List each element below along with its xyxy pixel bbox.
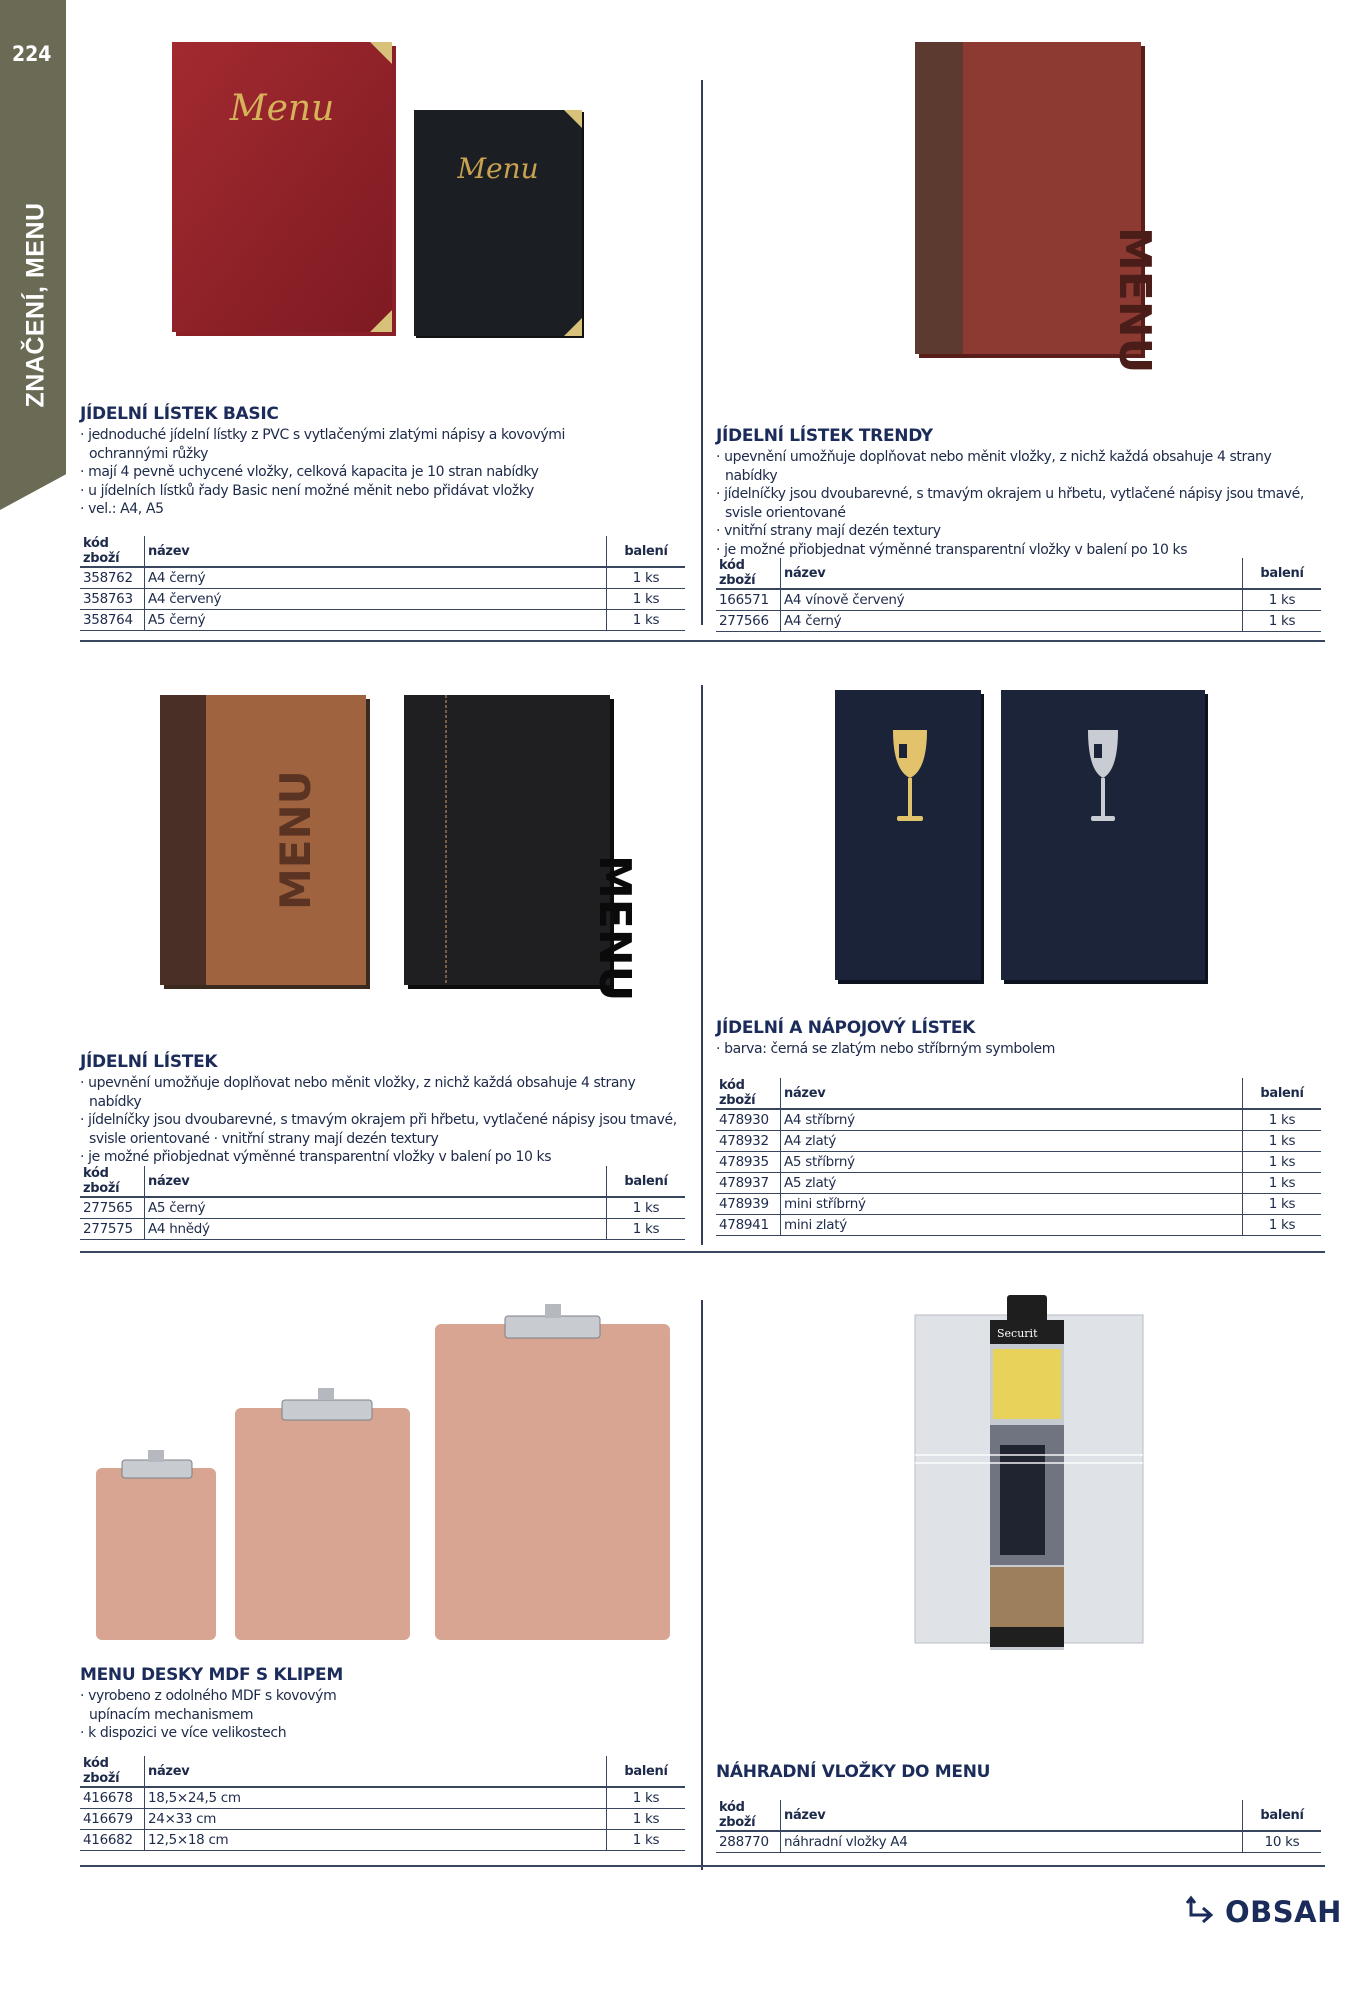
product-title: JÍDELNÍ LÍSTEK [80,1052,218,1072]
product-table [80,1166,685,1240]
cell-pack: 1 ks [1243,1194,1322,1215]
cell-pack: 1 ks [1243,589,1322,611]
cell-code: 478930 [716,1109,781,1131]
cell-name: A5 stříbrný [781,1152,1243,1173]
header-code: kód zboží [80,1756,145,1787]
cell-code: 358764 [80,610,145,631]
cell-name: A5 zlatý [781,1173,1243,1194]
product-table [80,1756,685,1851]
table-row [80,1197,685,1219]
cell-pack: 1 ks [607,1197,686,1219]
product-napojovy [716,1018,1321,1059]
cell-pack: 1 ks [607,1830,686,1851]
cell-pack: 1 ks [1243,1109,1322,1131]
section-title: ZNAČENÍ, MENU [21,202,50,408]
header-code: kód zboží [716,1800,781,1831]
product-refill [716,1762,1316,1784]
header-name: název [145,1166,607,1197]
cell-name: 12,5×18 cm [145,1830,607,1851]
cell-name: A4 černý [145,567,607,589]
trendy-menu-image [915,42,1160,374]
cell-code: 478935 [716,1152,781,1173]
header-pack: balení [1243,558,1322,589]
table-row [80,1830,685,1851]
cell-code: 166571 [716,589,781,611]
header-code: kód zboží [80,1166,145,1197]
column-divider [701,80,703,625]
product-bullet: · vel.: A4, A5 [80,500,640,519]
header-name: název [145,1756,607,1787]
product-title: NÁHRADNÍ VLOŽKY DO MENU [716,1762,991,1782]
cell-pack: 1 ks [607,589,686,610]
product-bullet: · mají 4 pevně uchycené vložky, celková kapacita je 10 stran nabídky [80,463,640,482]
cell-pack: 10 ks [1243,1831,1322,1853]
refill-brand: Securit [997,1327,1038,1340]
cell-name: A4 červený [145,589,607,610]
header-name: název [781,1078,1243,1109]
trendy-menu-lettering: MENU [1109,227,1160,374]
product-bullet: · upevnění umožňuje doplňovat nebo měnit vložky, z nichž každá obsahuje 4 strany nabídky [80,1074,680,1111]
header-name: název [781,1800,1243,1831]
cell-code: 288770 [716,1831,781,1853]
product-title: JÍDELNÍ LÍSTEK BASIC [80,404,279,424]
product-trendy [716,426,1321,559]
cell-name: A4 stříbrný [781,1109,1243,1131]
table-row [716,1215,1321,1236]
row-divider [80,1865,1325,1867]
cell-pack: 1 ks [607,1219,686,1240]
cell-name: mini zlatý [781,1215,1243,1236]
cell-name: A4 hnědý [145,1219,607,1240]
cell-pack: 1 ks [1243,1215,1322,1236]
header-name: název [145,536,607,567]
menu-brown-black-image [160,695,640,1002]
header-name: název [781,558,1243,589]
product-table [716,1800,1321,1853]
header-pack: balení [1243,1800,1322,1831]
obsah-link[interactable] [1185,1895,1342,1929]
table-row [80,610,685,631]
cell-code: 478941 [716,1215,781,1236]
clipboard-image [90,1300,680,1645]
column-divider [701,1300,703,1870]
table-row [80,1809,685,1830]
row-divider [80,1251,1325,1253]
product-bullet: · jednoduché jídelní lístky z PVC s vytlačenými zlatými nápisy a kovovými ochrannými růžky [80,426,640,463]
product-bullet: · jídelníčky jsou dvoubarevné, s tmavým okrajem při hřbetu, vytlačené nápisy jsou tmavé, svisle orientované · vnitřní strany mají dezén textury [80,1111,680,1148]
cell-code: 416678 [80,1787,145,1809]
product-bullet: · vnitřní strany mají dezén textury [716,522,1321,541]
cell-name: A4 zlatý [781,1131,1243,1152]
cell-pack: 1 ks [1243,611,1322,632]
menu-title-black: Menu [457,152,539,185]
header-code: kód zboží [80,536,145,567]
obsah-label: OBSAH [1225,1895,1342,1929]
table-row [80,1219,685,1240]
product-jidelni-listek [80,1052,680,1167]
product-table [80,536,685,631]
product-bullet: · je možné přiobjednat výměnné transparentní vložky v balení po 10 ks [716,541,1321,560]
cell-pack: 1 ks [607,610,686,631]
cell-name: A4 vínově červený [781,589,1243,611]
cell-name: 24×33 cm [145,1809,607,1830]
menu-title-red: Menu [229,88,335,129]
product-bullet: · vyrobeno z odolného MDF s kovovým upínacím mechanismem [80,1687,380,1724]
cell-pack: 1 ks [1243,1131,1322,1152]
product-table [716,558,1321,632]
cell-code: 277575 [80,1219,145,1240]
refill-insert-image [915,1295,1145,1655]
cell-code: 277565 [80,1197,145,1219]
product-table [716,1078,1321,1236]
cell-name: A5 černý [145,1197,607,1219]
wine-menu-image [835,690,1215,990]
header-code: kód zboží [716,1078,781,1109]
cell-code: 277566 [716,611,781,632]
cell-code: 358762 [80,567,145,589]
cell-code: 478937 [716,1173,781,1194]
cell-code: 478939 [716,1194,781,1215]
column-divider [701,685,703,1245]
product-bullet: · barva: černá se zlatým nebo stříbrným symbolem [716,1040,1321,1059]
header-pack: balení [607,1756,686,1787]
cell-pack: 1 ks [607,567,686,589]
basic-menu-image [170,40,590,350]
product-title: JÍDELNÍ LÍSTEK TRENDY [716,426,933,446]
table-row [716,611,1321,632]
row-divider [80,640,1325,642]
table-row [80,567,685,589]
cell-name: A4 černý [781,611,1243,632]
cell-pack: 1 ks [1243,1173,1322,1194]
arrow-turn-icon [1185,1895,1219,1929]
product-bullet: · u jídelních lístků řady Basic není možné měnit nebo přidávat vložky [80,482,640,501]
cell-pack: 1 ks [607,1787,686,1809]
product-title: MENU DESKY MDF S KLIPEM [80,1665,343,1685]
header-pack: balení [607,536,686,567]
product-basic [80,404,640,519]
cell-pack: 1 ks [607,1809,686,1830]
product-mdf-clipboard [80,1665,380,1743]
product-bullet: · k dispozici ve více velikostech [80,1724,380,1743]
cell-pack: 1 ks [1243,1152,1322,1173]
cell-code: 358763 [80,589,145,610]
table-row [716,1109,1321,1131]
header-code: kód zboží [716,558,781,589]
product-title: JÍDELNÍ A NÁPOJOVÝ LÍSTEK [716,1018,976,1038]
table-row [716,1194,1321,1215]
cell-code: 416682 [80,1830,145,1851]
table-row [716,1831,1321,1853]
header-pack: balení [607,1166,686,1197]
table-row [716,1131,1321,1152]
cell-name: náhradní vložky A4 [781,1831,1243,1853]
cell-name: mini stříbrný [781,1194,1243,1215]
table-row [80,1787,685,1809]
black-menu-lettering: MENU [589,855,640,1002]
table-row [716,589,1321,611]
cell-name: A5 černý [145,610,607,631]
cell-name: 18,5×24,5 cm [145,1787,607,1809]
product-bullet: · jídelníčky jsou dvoubarevné, s tmavým okrajem u hřbetu, vytlačené nápisy jsou tmavé, svisle orientované [716,485,1321,522]
product-bullet: · je možné přiobjednat výměnné transparentní vložky v balení po 10 ks [80,1148,680,1167]
page-number: 224 [12,42,52,66]
table-row [716,1173,1321,1194]
table-row [716,1152,1321,1173]
cell-code: 478932 [716,1131,781,1152]
cell-code: 416679 [80,1809,145,1830]
product-bullet: · upevnění umožňuje doplňovat nebo měnit vložky, z nichž každá obsahuje 4 strany nabídky [716,448,1321,485]
table-row [80,589,685,610]
header-pack: balení [1243,1078,1322,1109]
brown-menu-lettering: MENU [271,770,320,910]
